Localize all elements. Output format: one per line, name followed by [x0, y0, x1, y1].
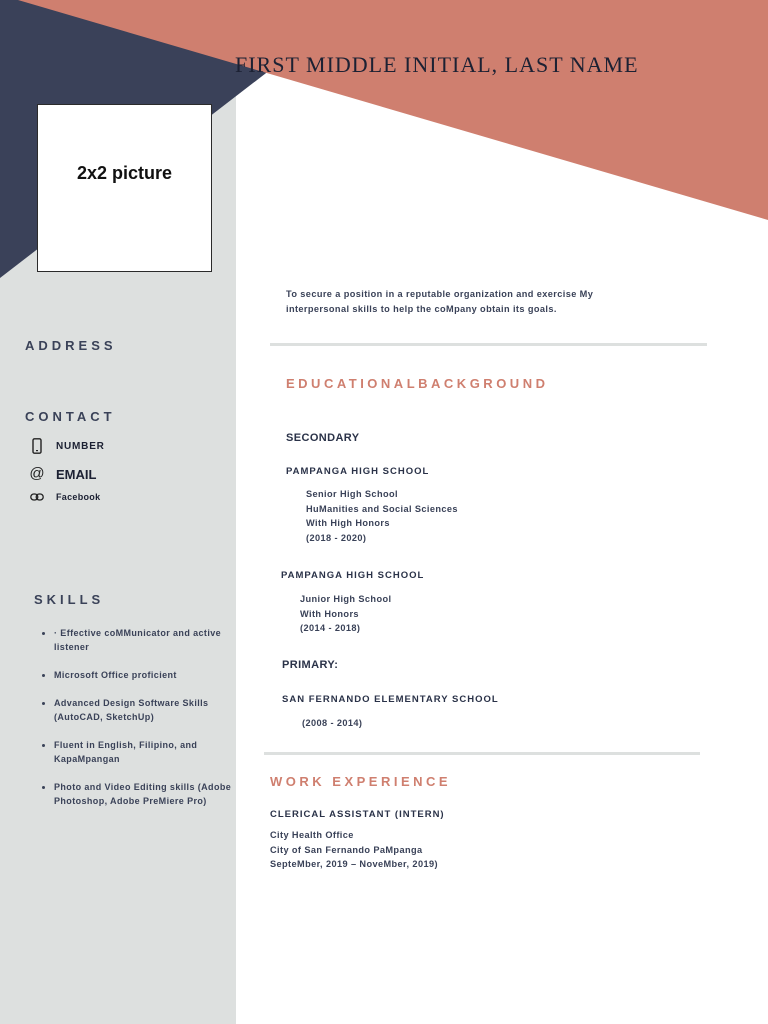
primary-label: PRIMARY:: [282, 659, 339, 671]
skills-heading: SKILLS: [34, 592, 105, 607]
skill-item: • Photo and Video Editing skills (Adobe Photoshop, Adobe PreMiere Pro): [54, 780, 239, 808]
education-heading: EDUCATIONALBACKGROUND: [286, 376, 549, 391]
link-icon: [30, 492, 44, 502]
junior-high-school-name: PAMPANGA HIGH SCHOOL: [281, 570, 425, 581]
email-label: EMAIL: [56, 466, 97, 482]
detail-line: City of San Fernando PaMpanga: [270, 844, 423, 855]
number-label: NUMBER: [56, 440, 105, 452]
facebook-label: Facebook: [56, 492, 101, 502]
detail-line: City Health Office: [270, 830, 354, 840]
work-experience-heading: WORK EXPERIENCE: [270, 774, 452, 789]
phone-icon: [30, 438, 44, 454]
section-divider: [270, 343, 707, 346]
detail-line: SepteMber, 2019 – NoveMber, 2019): [270, 859, 438, 869]
skill-item: • Advanced Design Software Skills (AutoCAD, SketchUp): [54, 696, 239, 724]
contact-number[interactable]: [30, 437, 105, 455]
contact-facebook[interactable]: [30, 488, 100, 506]
elementary-school-name: SAN FERNANDO ELEMENTARY SCHOOL: [282, 694, 499, 705]
photo-label: 2x2 picture: [76, 163, 173, 183]
elementary-years: (2008 - 2014): [302, 718, 363, 728]
detail-line: (2014 - 2018): [300, 623, 361, 633]
at-sign-icon: @: [29, 465, 45, 482]
candidate-name: FIRST MIDDLE INITIAL, LAST NAME: [235, 52, 639, 77]
job-details: [270, 828, 438, 872]
objective-text: To secure a position in a reputable organization and exercise My interpersonal skills to help the coMpany obtain its goals.: [286, 289, 594, 314]
address-heading: ADDRESS: [25, 338, 117, 353]
section-divider: [264, 752, 700, 755]
detail-line: (2018 - 2020): [306, 532, 367, 543]
skills-list: [40, 626, 239, 822]
contact-heading: CONTACT: [25, 409, 116, 424]
detail-line: With High Honors: [306, 518, 390, 528]
job-title: CLERICAL ASSISTANT (INTERN): [270, 809, 445, 820]
photo-placeholder[interactable]: [37, 104, 212, 272]
skill-item: • · Effective coMMunicator and active listener: [54, 626, 239, 654]
skill-item: • Fluent in English, Filipino, and KapaMpangan: [54, 738, 239, 766]
detail-line: Junior High School: [300, 594, 392, 604]
junior-high-details: [300, 592, 391, 636]
detail-line: With Honors: [300, 608, 359, 619]
detail-line: HuManities and Social Sciences: [306, 503, 458, 514]
skill-item: • Microsoft Office proficient: [54, 668, 239, 682]
contact-email[interactable]: [30, 465, 96, 483]
detail-line: Senior High School: [306, 489, 398, 499]
senior-high-school-name: PAMPANGA HIGH SCHOOL: [286, 466, 430, 477]
secondary-label: SECONDARY: [286, 432, 360, 444]
senior-high-details: [306, 487, 458, 545]
